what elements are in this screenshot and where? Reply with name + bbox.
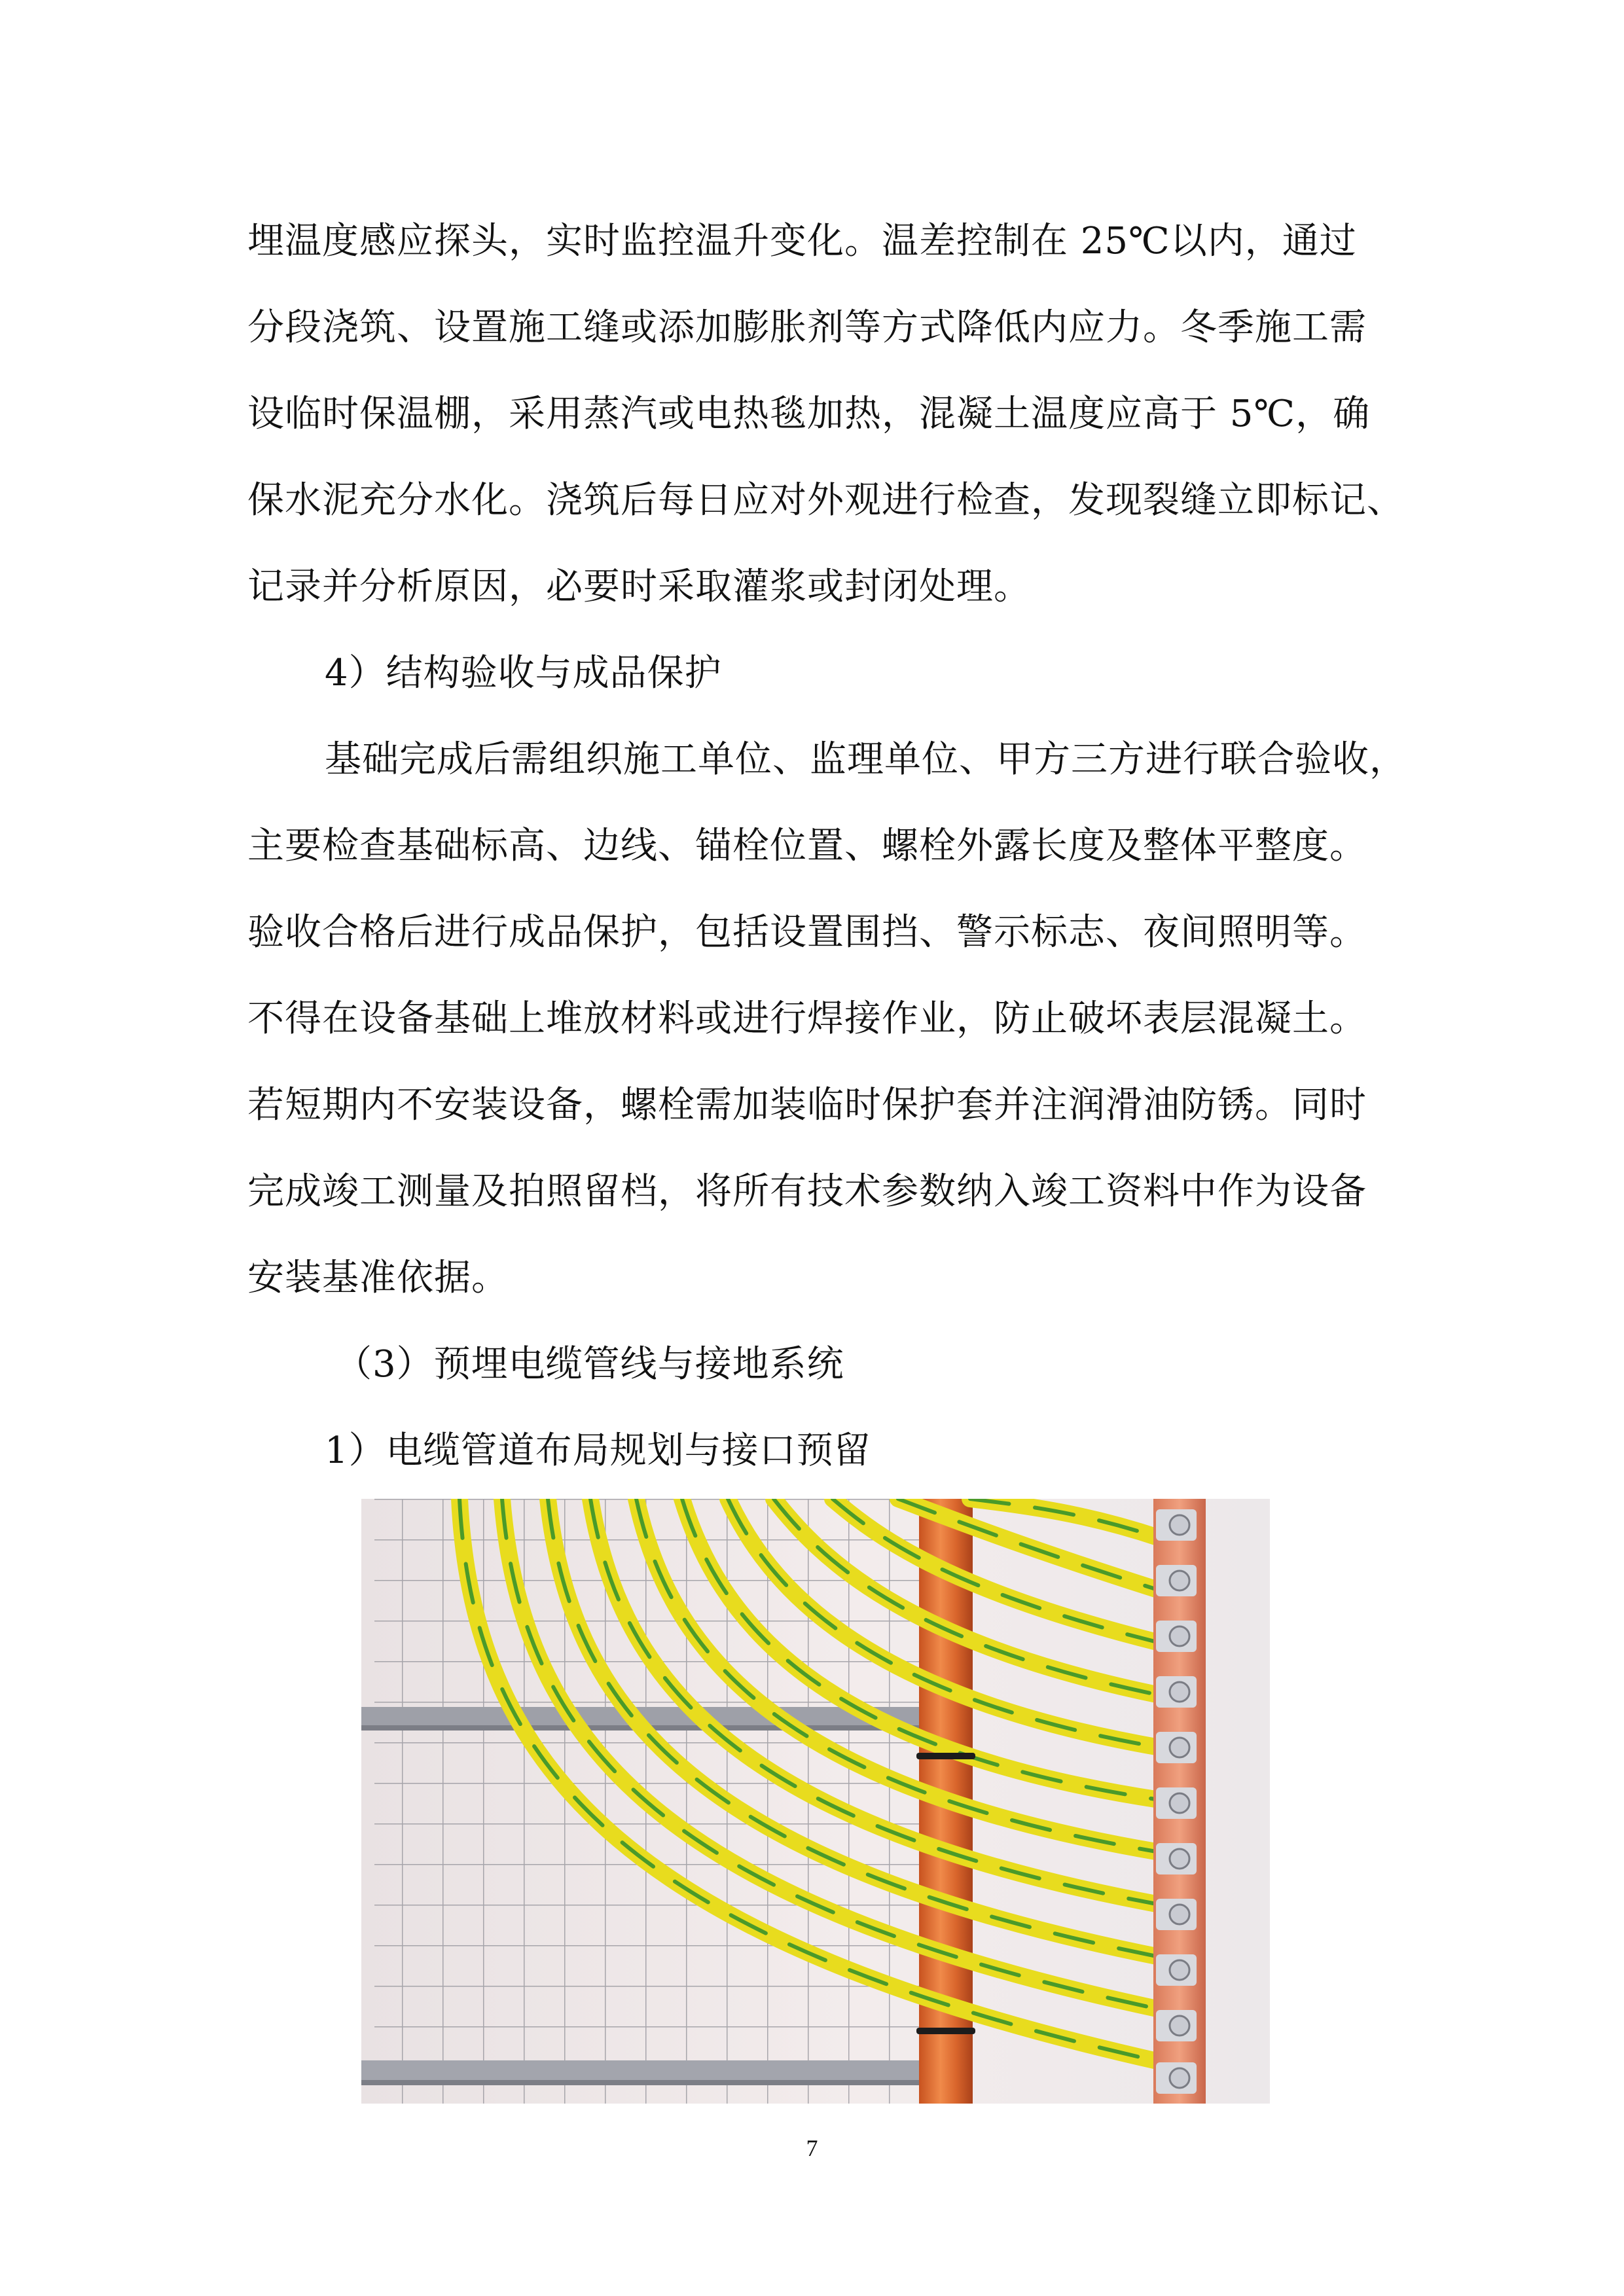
page-number: 7: [806, 2135, 818, 2161]
paragraph-line: 完成竣工测量及拍照留档，将所有技术参数纳入竣工资料中作为设备: [247, 1170, 1367, 1213]
grounding-cables-photo-icon: [361, 1499, 1270, 2104]
paragraph-line: 设临时保温棚，采用蒸汽或电热毯加热，混凝土温度应高于 5℃，确: [247, 393, 1371, 435]
paragraph-line: 记录并分析原因，必要时采取灌浆或封闭处理。: [247, 565, 1031, 608]
paragraph-line: 安装基准依据。: [247, 1257, 509, 1299]
paragraph-line: 若短期内不安装设备，螺栓需加装临时保护套并注润滑油防锈。同时: [247, 1084, 1367, 1126]
cable-photo: [361, 1499, 1270, 2104]
paragraph-line: 主要检查基础标高、边线、锚栓位置、螺栓外露长度及整体平整度。: [247, 825, 1367, 867]
paragraph-line: 验收合格后进行成品保护，包括设置围挡、警示标志、夜间照明等。: [247, 911, 1367, 954]
section-heading-3: （3）预埋电缆管线与接地系统: [335, 1343, 844, 1386]
paragraph-line: 保水泥充分水化。浇筑后每日应对外观进行检查，发现裂缝立即标记、: [247, 479, 1404, 522]
section-heading-4: 4）结构验收与成品保护: [325, 652, 722, 694]
paragraph-line: 分段浇筑、设置施工缝或添加膨胀剂等方式降低内应力。冬季施工需: [247, 306, 1367, 349]
section-heading-1: 1）电缆管道布局规划与接口预留: [325, 1429, 871, 1472]
paragraph-line: 埋温度感应探头，实时监控温升变化。温差控制在 25℃以内，通过: [247, 220, 1357, 262]
paragraph-line: 基础完成后需组织施工单位、监理单位、甲方三方进行联合验收，: [325, 738, 1407, 781]
paragraph-line: 不得在设备基础上堆放材料或进行焊接作业，防止破坏表层混凝土。: [247, 997, 1367, 1040]
